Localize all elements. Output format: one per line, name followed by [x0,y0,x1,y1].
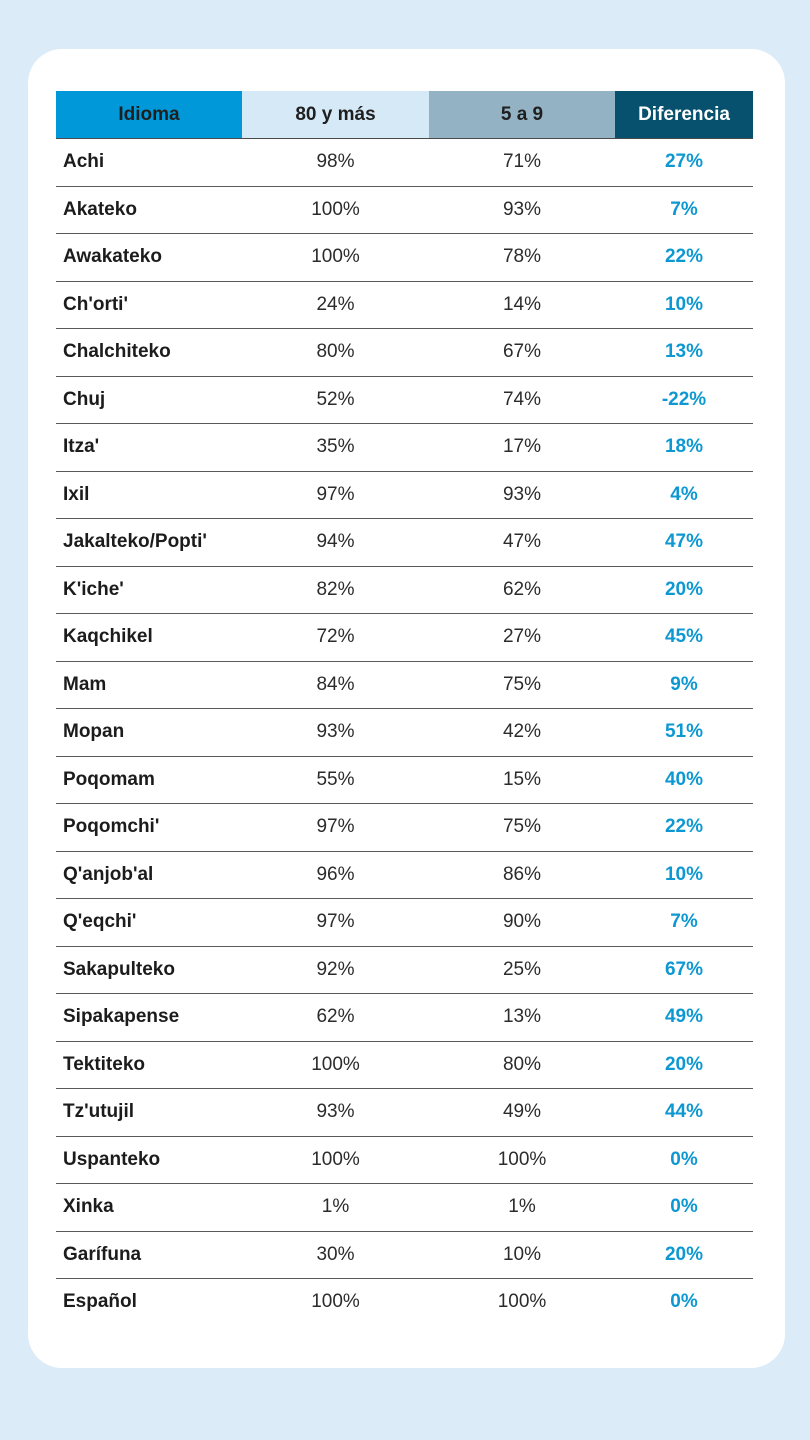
table-row [56,1184,753,1232]
cell-diferencia: 7% [670,911,698,933]
cell-diferencia: 27% [664,151,704,173]
cell-5-a-9: 71% [502,151,542,173]
cell-diferencia: 51% [664,721,704,743]
cell-diferencia: 20% [664,1053,704,1075]
cell-idioma: Achi [63,151,105,173]
table-row [56,1042,753,1090]
header-5-a-9: 5 a 9 [429,91,615,138]
cell-diferencia: 49% [664,1006,704,1028]
cell-idioma: K'iche' [63,578,124,600]
cell-80-y-mas: 100% [311,246,360,268]
cell-diferencia: 9% [670,673,698,695]
cell-diferencia: 0% [670,1148,698,1170]
cell-diferencia: 67% [664,958,704,980]
table-row [56,139,753,187]
cell-80-y-mas: 97% [316,911,355,933]
cell-diferencia: 0% [670,1196,698,1218]
cell-idioma: Chalchiteko [63,341,171,363]
cell-80-y-mas: 96% [316,863,355,885]
table-row [56,282,753,330]
cell-idioma: Q'eqchi' [63,911,137,933]
cell-diferencia: 4% [670,483,698,505]
cell-idioma: Garífuna [63,1243,142,1265]
cell-idioma: Sipakapense [63,1006,180,1028]
table-row [56,662,753,710]
cell-idioma: Awakateko [63,246,162,268]
cell-80-y-mas: 93% [316,721,355,743]
header-80-y-mas: 80 y más [242,91,429,138]
cell-diferencia: 7% [670,198,698,220]
cell-idioma: Mam [63,673,107,695]
cell-diferencia: 18% [664,436,704,458]
table-header [56,91,753,139]
cell-diferencia: 47% [664,531,704,553]
cell-5-a-9: 62% [502,578,542,600]
table-row [56,187,753,235]
table-row [56,1137,753,1185]
table-row [56,852,753,900]
cell-80-y-mas: 82% [316,578,355,600]
table-row [56,899,753,947]
cell-idioma: Poqomam [63,768,155,790]
cell-idioma: Xinka [63,1196,114,1218]
cell-5-a-9: 14% [502,293,542,315]
cell-idioma: Akateko [63,198,137,220]
cell-idioma: Tektiteko [63,1053,146,1075]
cell-idioma: Q'anjob'al [63,863,154,885]
cell-diferencia: -22% [661,388,707,410]
cell-80-y-mas: 94% [316,531,355,553]
cell-80-y-mas: 62% [316,1006,355,1028]
header-diferencia: Diferencia [615,91,753,138]
cell-5-a-9: 42% [502,721,542,743]
table-row [56,424,753,472]
cell-diferencia: 20% [664,1243,704,1265]
table-row [56,804,753,852]
cell-5-a-9: 75% [502,816,542,838]
table-row [56,947,753,995]
cell-5-a-9: 93% [502,198,542,220]
table-row [56,1232,753,1280]
cell-diferencia: 40% [664,768,704,790]
table-card [28,49,785,1368]
cell-5-a-9: 78% [502,246,542,268]
cell-80-y-mas: 100% [311,198,360,220]
cell-80-y-mas: 30% [316,1243,355,1265]
cell-idioma: Chuj [63,388,106,410]
table-row [56,757,753,805]
cell-5-a-9: 74% [502,388,542,410]
cell-idioma: Kaqchikel [63,626,153,648]
table-row [56,234,753,282]
table-row [56,1279,753,1326]
table-row [56,519,753,567]
table-row [56,472,753,520]
cell-5-a-9: 75% [502,673,542,695]
header-idioma: Idioma [56,91,242,138]
cell-idioma: Tz'utujil [63,1101,134,1123]
cell-5-a-9: 100% [497,1148,547,1170]
cell-idioma: Ixil [63,483,90,505]
table-row [56,709,753,757]
cell-diferencia: 22% [664,246,704,268]
cell-5-a-9: 15% [502,768,542,790]
cell-diferencia: 20% [664,578,704,600]
cell-5-a-9: 27% [502,626,542,648]
cell-idioma: Jakalteko/Popti' [63,531,207,553]
cell-80-y-mas: 80% [316,341,355,363]
data-table [56,91,753,1326]
cell-idioma: Ch'orti' [63,293,128,315]
cell-diferencia: 0% [670,1291,698,1313]
cell-5-a-9: 1% [508,1196,536,1218]
cell-idioma: Sakapulteko [63,958,175,980]
cell-diferencia: 10% [664,293,704,315]
cell-80-y-mas: 93% [316,1101,355,1123]
cell-diferencia: 22% [664,816,704,838]
table-body [56,139,753,1326]
cell-80-y-mas: 35% [316,436,355,458]
cell-80-y-mas: 84% [316,673,355,695]
cell-80-y-mas: 100% [311,1053,360,1075]
cell-5-a-9: 80% [502,1053,542,1075]
cell-5-a-9: 49% [502,1101,542,1123]
cell-80-y-mas: 100% [311,1148,360,1170]
cell-idioma: Español [63,1291,137,1313]
cell-idioma: Itza' [63,436,100,458]
cell-5-a-9: 100% [497,1291,547,1313]
table-row [56,994,753,1042]
table-row [56,567,753,615]
table-row [56,377,753,425]
table-row [56,329,753,377]
cell-idioma: Uspanteko [63,1148,161,1170]
cell-80-y-mas: 52% [316,388,355,410]
cell-80-y-mas: 98% [316,151,355,173]
cell-80-y-mas: 92% [316,958,355,980]
cell-80-y-mas: 97% [316,483,355,505]
cell-80-y-mas: 72% [316,626,355,648]
cell-5-a-9: 17% [502,436,542,458]
cell-diferencia: 10% [664,863,704,885]
cell-80-y-mas: 1% [321,1196,350,1218]
cell-5-a-9: 93% [502,483,542,505]
cell-idioma: Mopan [63,721,125,743]
cell-5-a-9: 67% [502,341,542,363]
table-row [56,1089,753,1137]
cell-diferencia: 13% [664,341,704,363]
cell-80-y-mas: 24% [316,293,355,315]
cell-5-a-9: 86% [502,863,542,885]
cell-5-a-9: 25% [502,958,542,980]
cell-80-y-mas: 55% [316,768,355,790]
cell-5-a-9: 10% [502,1243,542,1265]
cell-80-y-mas: 100% [311,1291,360,1313]
cell-diferencia: 45% [664,626,704,648]
cell-5-a-9: 90% [502,911,542,933]
cell-diferencia: 44% [664,1101,704,1123]
table-row [56,614,753,662]
cell-idioma: Poqomchi' [63,816,160,838]
cell-5-a-9: 13% [502,1006,542,1028]
cell-5-a-9: 47% [502,531,542,553]
cell-80-y-mas: 97% [316,816,355,838]
